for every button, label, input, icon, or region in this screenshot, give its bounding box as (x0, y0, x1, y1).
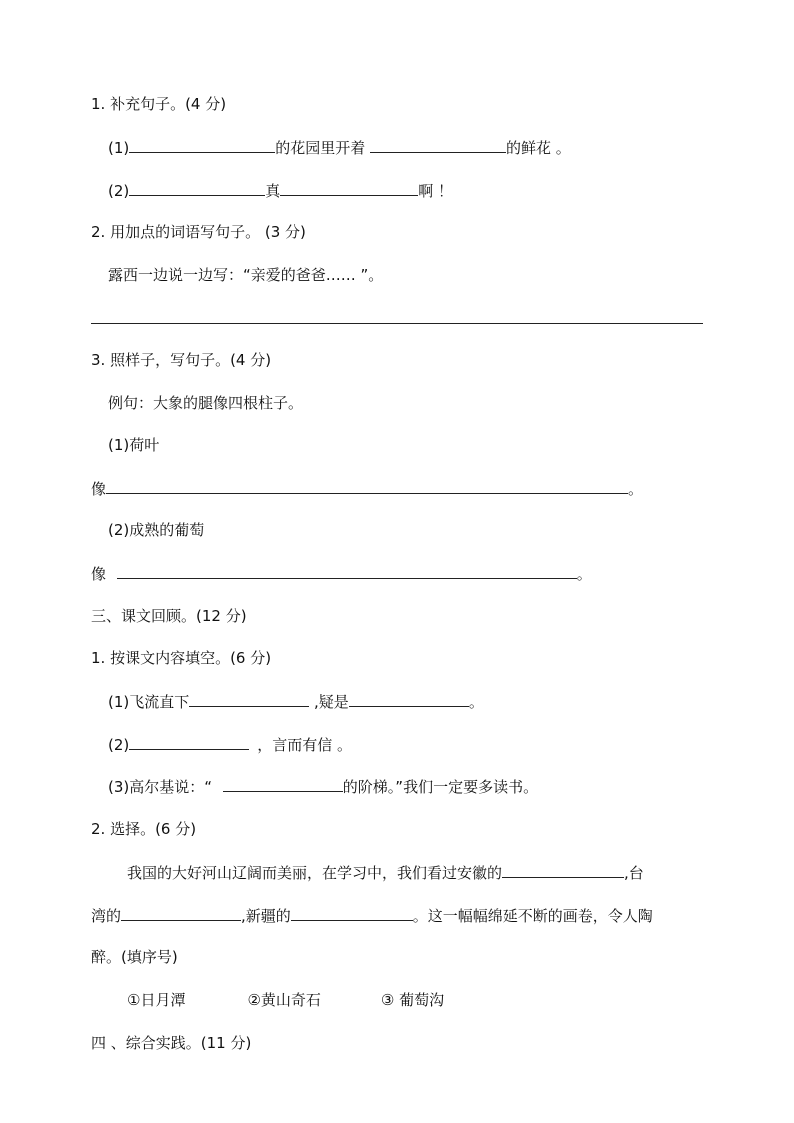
fill-1-text-a: 飞流直下 (129, 693, 190, 711)
choice-options (127, 990, 444, 1010)
fill-1-blank-2[interactable] (349, 691, 469, 707)
q1-s2-middle: 真 (265, 182, 281, 200)
choice-text-1: 我国的大好河山辽阔而美丽，在学习中，我们看过安徽的 (127, 864, 503, 882)
q3-item-2-end: 。 (576, 565, 592, 583)
fill-2-blank[interactable] (129, 734, 249, 750)
choice-blank-anhui[interactable] (502, 862, 624, 878)
fill-3-text-b: 的阶梯。”我们一定要多读书。 (342, 778, 539, 796)
q3-item-2: (2)成熟的葡萄 (108, 521, 205, 539)
choice-text-2: ,台 (624, 864, 644, 882)
q1-sentence-2 (108, 180, 453, 200)
option-1: ①日月潭 (127, 991, 186, 1009)
q3-item-1-blank[interactable] (106, 478, 628, 494)
fill-3-number: (3) (108, 778, 130, 796)
fill-1-blank-1[interactable] (189, 691, 309, 707)
q1-sentence-1 (108, 137, 571, 157)
q1-title: 1. 补充句子。(4 分) (91, 95, 227, 113)
q3-item-1-end: 。 (628, 480, 644, 498)
choice-text-5: 。这一幅幅绵延不断的画卷，令人陶 (412, 907, 653, 925)
fill-1-text-c: 。 (468, 693, 484, 711)
q3-example: 例句：大象的腿像四根柱子。 (108, 394, 304, 412)
fill-1-text-b: ,疑是 (309, 693, 349, 711)
q1-s1-blank-1[interactable] (129, 137, 275, 153)
section-3-q2-title: 2. 选择。(6 分) (91, 820, 197, 838)
q1-s1-blank-2[interactable] (370, 137, 506, 153)
q1-s1-middle: 的花园里开着 (275, 139, 371, 157)
choice-blank-taiwan[interactable] (121, 905, 241, 921)
choice-text-4: ,新疆的 (241, 907, 291, 925)
section-4-title: 四 、综合实践。(11 分) (91, 1034, 252, 1052)
q1-s1-number: (1) (108, 139, 130, 157)
choice-paragraph-line-1 (127, 862, 644, 882)
fill-item-1 (108, 691, 484, 711)
q2-example: 露西一边说一边写：“亲爱的爸爸…… ”。 (108, 266, 384, 284)
section-3-q1-title: 1. 按课文内容填空。(6 分) (91, 649, 272, 667)
fill-item-3 (108, 776, 538, 796)
choice-paragraph-line-3: 醉。(填序号) (91, 948, 178, 966)
choice-paragraph-line-2 (91, 905, 653, 925)
fill-2-text: ，言而有信 。 (257, 736, 353, 754)
q3-item-2-answer (91, 563, 592, 583)
q3-item-1-answer (91, 478, 643, 498)
q1-s2-number: (2) (108, 182, 130, 200)
q3-item-1: (1)荷叶 (108, 436, 160, 454)
q1-s1-end: 的鲜花 。 (506, 139, 571, 157)
option-2: ②黄山奇石 (247, 991, 321, 1009)
choice-blank-xinjiang[interactable] (291, 905, 413, 921)
q1-s2-blank-1[interactable] (129, 180, 265, 196)
fill-1-number: (1) (108, 693, 130, 711)
section-3-title: 三、课文回顾。(12 分) (91, 607, 247, 625)
choice-text-3: 湾的 (91, 907, 122, 925)
q3-item-2-prefix: 像 (91, 565, 111, 583)
q3-item-2-blank[interactable] (117, 563, 577, 579)
q3-item-1-prefix: 像 (91, 480, 107, 498)
fill-3-blank[interactable] (223, 776, 343, 792)
q3-title: 3. 照样子，写句子。(4 分) (91, 351, 272, 369)
q2-answer-line[interactable] (91, 323, 703, 324)
option-3: ③ 葡萄沟 (380, 991, 445, 1009)
fill-2-number: (2) (108, 736, 130, 754)
fill-3-text-a: 高尔基说：“ (129, 778, 217, 796)
q1-s2-blank-2[interactable] (280, 180, 418, 196)
q2-title: 2. 用加点的词语写句子。 (3 分) (91, 223, 306, 241)
q1-s2-end: 啊 ！ (418, 182, 454, 200)
fill-item-2 (108, 734, 352, 754)
